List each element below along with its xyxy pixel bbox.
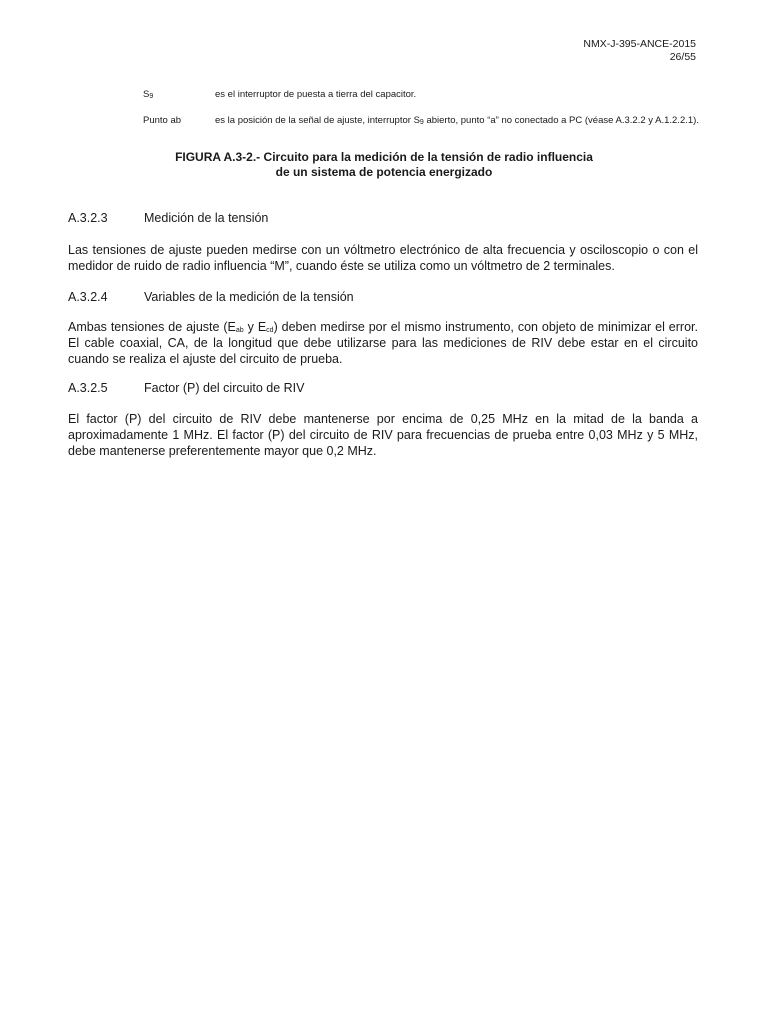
section-number: A.3.2.5 [68,381,108,395]
section-paragraph: Las tensiones de ajuste pueden medirse con un vóltmetro electrónico de alta frecuencia y osciloscopio o con el medidor de ruido de radio influencia “M”, cuando éste se utiliza como un vóltmetro de 2 terminales. [68,243,698,273]
section-paragraph: Ambas tensiones de ajuste ($E_{ab}$ y $E_{cd}$) deben medirse por el mismo instrumento, con objeto de minimizar el error. El cable coaxial, CA, de la longitud que debe utilizarse para las mediciones de RIV debe estar en el circuito cuando se realiza el ajuste del circuito de prueba. [68,320,698,366]
figure-title: Circuito para la medición de la tensión de radio influencia [260,150,593,164]
definition-term: $S_9$ [143,89,154,100]
page-header [583,38,696,64]
figure-caption [0,150,768,180]
definition-description: es el interruptor de puesta a tierra del capacitor. [215,89,417,100]
figure-title-continued: de un sistema de potencia energizado [275,165,493,179]
section-title: Medición de la tensión [144,211,269,225]
definition-term: Punto ab [143,115,182,126]
document-code: NMX-J-395-ANCE-2015 [583,38,696,50]
section-paragraph: El factor (P) del circuito de RIV debe mantenerse por encima de 0,25 MHz en la mitad de la banda a aproximadamente 1 MHz. El factor (P) del circuito de RIV para frecuencias de prueba entre 0,03 MHz y 5 MHz, debe mantenerse preferentemente mayor que 0,2 MHz. [68,412,698,458]
section-title: Factor (P) del circuito de RIV [144,381,305,395]
page-number: 26/55 [669,51,696,63]
definition-description: es la posición de la señal de ajuste, interruptor $S_9$ abierto, punto “a” no conectado a PC (véase A.3.2.2 y A.1.2.2.1). [215,115,699,126]
figure-label: FIGURA A.3-2.- [175,150,261,164]
section-title: Variables de la medición de la tensión [144,290,354,304]
section-number: A.3.2.4 [68,290,108,304]
section-number: A.3.2.3 [68,211,108,225]
